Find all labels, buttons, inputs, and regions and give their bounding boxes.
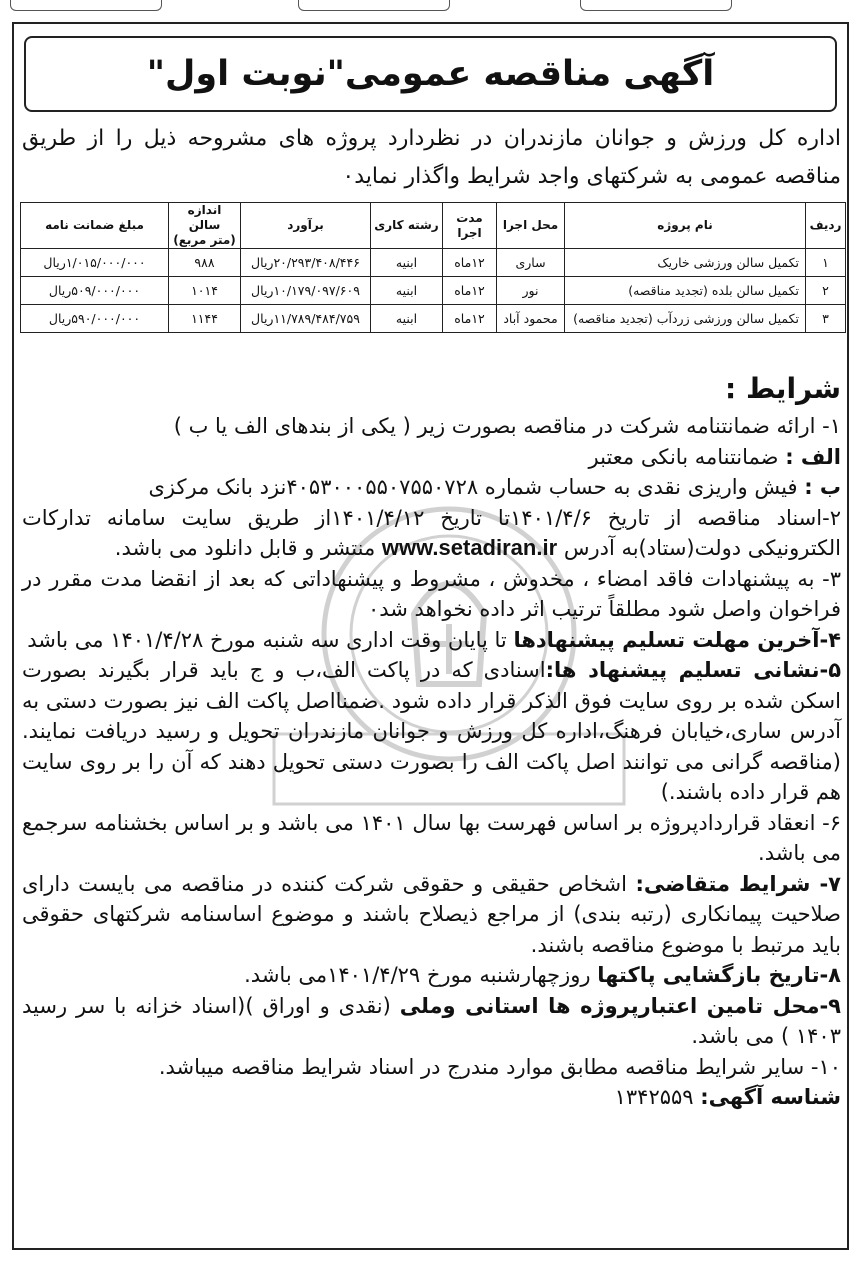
cell-field: ابنیه: [371, 277, 443, 305]
ad-identifier-value: ۱۳۴۲۵۵۹: [614, 1085, 701, 1109]
condition-9: [22, 991, 841, 1052]
cell-row-number: ۲: [806, 277, 846, 305]
condition-5-text: اسنادی که در پاکت الف،ب و ج باید قرار بگیرند بصورت اسکن شده بر روی سایت فوق الذکر قرار داده شود .ضمنااصل پاکت الف نیز بصورت دستی به آدرس ساری،خیابان فرهنگ،اداره کل ورزش و جوانان مازندران تحویل و رسید دریافت نمایند. (مناقصه گرانی می توانند اصل پاکت الف را بصورت دستی تحویل دهند که آن را بر روی سایت هم قرار داده باشند.): [22, 658, 841, 804]
cell-row-number: ۳: [806, 305, 846, 333]
header-guarantee: مبلغ ضمانت نامه: [21, 203, 169, 249]
cell-duration: ۱۲ماه: [443, 305, 497, 333]
condition-4-label: ۴-آخرین مهلت تسلیم پیشنهادها: [513, 627, 841, 652]
cell-guarantee: ۵۹۰/۰۰۰/۰۰۰ریال: [21, 305, 169, 333]
header-project-name: نام پروژه: [565, 203, 806, 249]
table-row: [21, 305, 846, 333]
condition-1b: [22, 472, 841, 503]
conditions-section: [22, 369, 841, 1113]
header-hall-size: [169, 203, 241, 249]
cell-place: نور: [497, 277, 565, 305]
condition-2-text-a: الکترونیکی دولت(ستاد)به آدرس: [557, 536, 841, 560]
condition-1a-text: ضمانتنامه بانکی معتبر: [588, 444, 786, 469]
tab-left: [10, 0, 162, 11]
condition-5-label: ۵-نشانی تسلیم پیشنهاد ها:: [545, 658, 842, 682]
condition-7-label: ۷- شرایط متقاضی:: [635, 871, 841, 896]
cell-hall-size: ۹۸۸: [169, 249, 241, 277]
condition-3: ۳- به پیشنهادات فاقد امضاء ، مخدوش ، مشروط و پیشنهاداتی که بعد از انقضا مدت مقرر در فراخوان واصل شود مطلقاً ترتیب اثر داده نخواهد شد٠: [22, 566, 841, 621]
condition-8-text: روزچهارشنبه مورخ ۱۴۰۱/۴/۲۹می باشد.: [244, 963, 598, 987]
header-hall-size-line1: اندازه سالن: [187, 203, 222, 232]
cell-project-name: تکمیل سالن ورزشی زردآب (تجدید مناقصه): [565, 305, 806, 333]
cell-estimate: ۱۱/۷۸۹/۴۸۴/۷۵۹ریال: [241, 305, 371, 333]
title-box: [24, 36, 837, 112]
condition-2-line-2: [22, 533, 841, 564]
intro-line-1: اداره کل ورزش و جوانان مازندران در نظردارد پروژه های مشروحه ذیل را از طریق: [22, 126, 841, 151]
condition-1b-text: فیش واریزی نقدی به حساب شماره ۴۰۵۳۰۰۰۵۵۰۷۵۵۰۷۲۸نزد بانک مرکزی: [148, 475, 805, 499]
table-row: [21, 277, 846, 305]
header-hall-size-line2: (متر مربع): [173, 233, 236, 247]
condition-5: [22, 655, 841, 808]
cell-duration: ۱۲ماه: [443, 249, 497, 277]
condition-7: [22, 869, 841, 961]
cell-place: ساری: [497, 249, 565, 277]
cell-hall-size: ۱۰۱۴: [169, 277, 241, 305]
condition-1a: [22, 442, 841, 473]
header-row-number: ردیف: [806, 203, 846, 249]
cell-hall-size: ۱۱۴۴: [169, 305, 241, 333]
table-row: [21, 249, 846, 277]
condition-1b-label: ب :: [804, 475, 841, 499]
condition-4: [22, 625, 841, 656]
cell-estimate: ۲۰/۲۹۳/۴۰۸/۴۴۶ریال: [241, 249, 371, 277]
condition-6: ۶- انعقاد قراردادپروژه بر اساس فهرست بها سال ۱۴۰۱ می باشد و بر اساس بخشنامه سرجمع می باشد.: [22, 810, 841, 865]
ad-identifier-label: شناسه آگهی:: [700, 1085, 841, 1109]
intro-paragraph: [22, 120, 841, 196]
condition-7-text: اشخاص حقیقی و حقوقی شرکت کننده در مناقصه می بایست دارای صلاحیت پیمانکاری (رتبه بندی) از مراجع ذیصلاح باشند و موضوع اساسنامه شرکتهای حقوقی باید مرتبط با موضوع مناقصه باشند.: [22, 871, 841, 957]
cell-project-name: تکمیل سالن بلده (تجدید مناقصه): [565, 277, 806, 305]
condition-9-label: ۹-محل تامین اعتبارپروژه ها استانی وملی: [399, 993, 841, 1018]
tab-right: [580, 0, 732, 11]
header-field: رشته کاری: [371, 203, 443, 249]
condition-4-text: تا پایان وقت اداری سه شنبه مورخ ۱۴۰۱/۴/۲۸ می باشد: [27, 627, 514, 652]
condition-8-label: ۸-تاریخ بازگشایی پاکتها: [597, 963, 841, 987]
cell-estimate: ۱۰/۱۷۹/۰۹۷/۶۰۹ریال: [241, 277, 371, 305]
tab-middle: [298, 0, 450, 11]
cell-field: ابنیه: [371, 305, 443, 333]
cell-duration: ۱۲ماه: [443, 277, 497, 305]
condition-2-text-b: منتشر و قابل دانلود می باشد.: [114, 536, 382, 560]
header-duration: مدت اجرا: [443, 203, 497, 249]
cell-guarantee: ۵۰۹/۰۰۰/۰۰۰ریال: [21, 277, 169, 305]
setadiran-link[interactable]: www.setadiran.ir: [381, 535, 558, 560]
top-tabs: [0, 0, 863, 16]
condition-2-line-1: ۲-اسناد مناقصه از تاریخ ۱۴۰۱/۴/۶تا تاریخ ۱۴۰۱/۴/۱۲از طریق سایت سامانه تدارکات: [22, 505, 841, 530]
conditions-heading: شرایط :: [725, 372, 841, 405]
cell-field: ابنیه: [371, 249, 443, 277]
intro-line-2: مناقصه عمومی به شرکتهای واجد شرایط واگذار نماید٠: [342, 164, 841, 189]
condition-1a-label: الف :: [785, 444, 841, 469]
table-header-row: [21, 203, 846, 249]
cell-project-name: تکمیل سالن ورزشی خاریک: [565, 249, 806, 277]
cell-guarantee: ۱/۰۱۵/۰۰۰/۰۰۰ریال: [21, 249, 169, 277]
condition-10: ۱۰- سایر شرایط مناقصه مطابق موارد مندرج در اسناد شرایط مناقصه میباشد.: [158, 1054, 841, 1079]
projects-table: [20, 202, 846, 333]
ad-identifier: [22, 1082, 841, 1113]
notice-frame: [12, 22, 849, 1250]
condition-8: [22, 960, 841, 991]
header-place: محل اجرا: [497, 203, 565, 249]
condition-1: ۱- ارائه ضمانتنامه شرکت در مناقصه بصورت زیر ( یکی از بندهای الف یا ب ): [173, 414, 841, 438]
condition-9-text: (نقدی و اوراق )(اسناد خزانه با سر رسید ۱۴۰۳ ) می باشد.: [22, 993, 841, 1048]
header-estimate: برآورد: [241, 203, 371, 249]
cell-row-number: ۱: [806, 249, 846, 277]
cell-place: محمود آباد: [497, 305, 565, 333]
page-title: آگهی مناقصه عمومی"نوبت اول": [146, 54, 715, 94]
